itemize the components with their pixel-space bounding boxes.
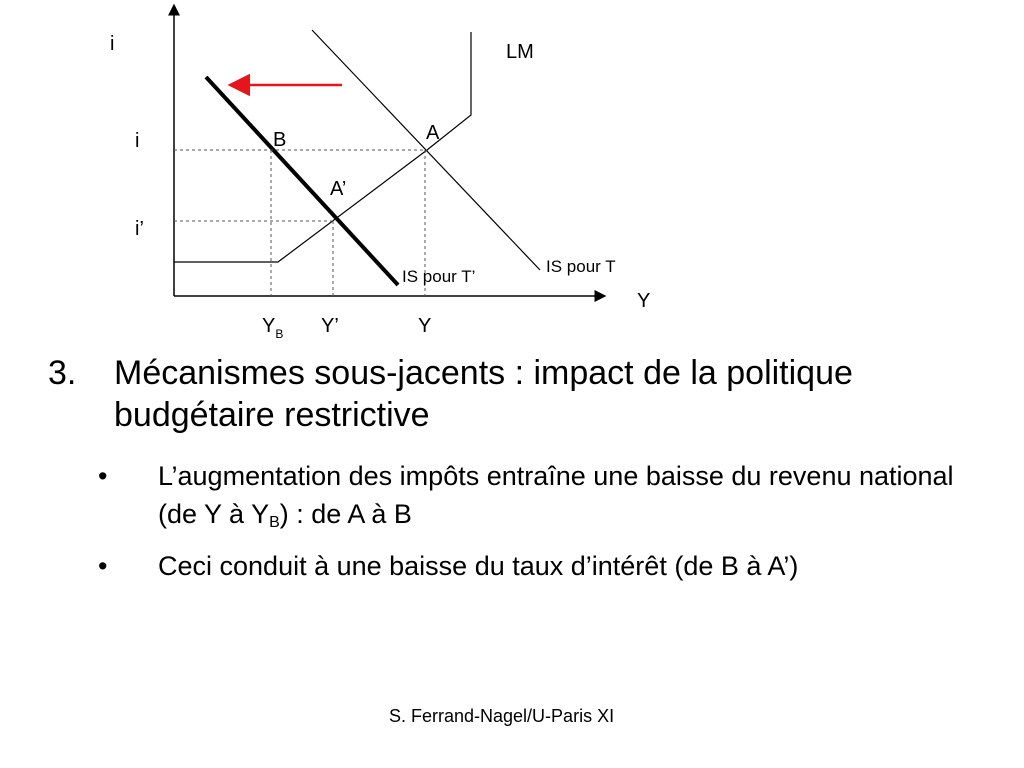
bullet-text: L’augmentation des impôts entraîne une baisse du revenu national (de Y à $Y_B$) : de A à B: [158, 461, 954, 531]
point-a-prime-label: A’: [330, 178, 347, 200]
is-lm-diagram: [0, 0, 1024, 345]
section-heading: [48, 352, 928, 436]
x-axis-label: Y: [637, 290, 651, 312]
tick-i-label: i: [135, 130, 140, 152]
tick-i-prime-label: i’: [135, 218, 144, 240]
tick-y-prime-label: Y’: [321, 315, 339, 337]
point-b-label: B: [273, 129, 287, 151]
tick-y-label: Y: [418, 315, 432, 337]
tick-yb-label: $Y_B$: [262, 315, 284, 341]
bullet-item: [98, 547, 978, 585]
is-initial-label: IS pour T: [546, 257, 616, 276]
bullet-marker: •: [98, 551, 108, 581]
footer-credit: S. Ferrand-Nagel/U-Paris XI: [389, 706, 615, 726]
section-title: Mécanismes sous-jacents : impact de la politique budgétaire restrictive: [114, 354, 853, 434]
y-axis-label: i: [110, 33, 115, 55]
point-a-label: A: [426, 122, 440, 144]
lm-curve: [174, 32, 471, 262]
lm-label: LM: [506, 41, 534, 63]
bullet-text: Ceci conduit à une baisse du taux d’intérêt (de B à A’): [158, 551, 799, 581]
bullet-item: [98, 457, 978, 533]
section-number: 3.: [48, 354, 77, 392]
is-new-label: IS pour T’: [402, 267, 476, 286]
is-curve-new: [206, 77, 398, 285]
bullet-marker: •: [98, 461, 108, 491]
